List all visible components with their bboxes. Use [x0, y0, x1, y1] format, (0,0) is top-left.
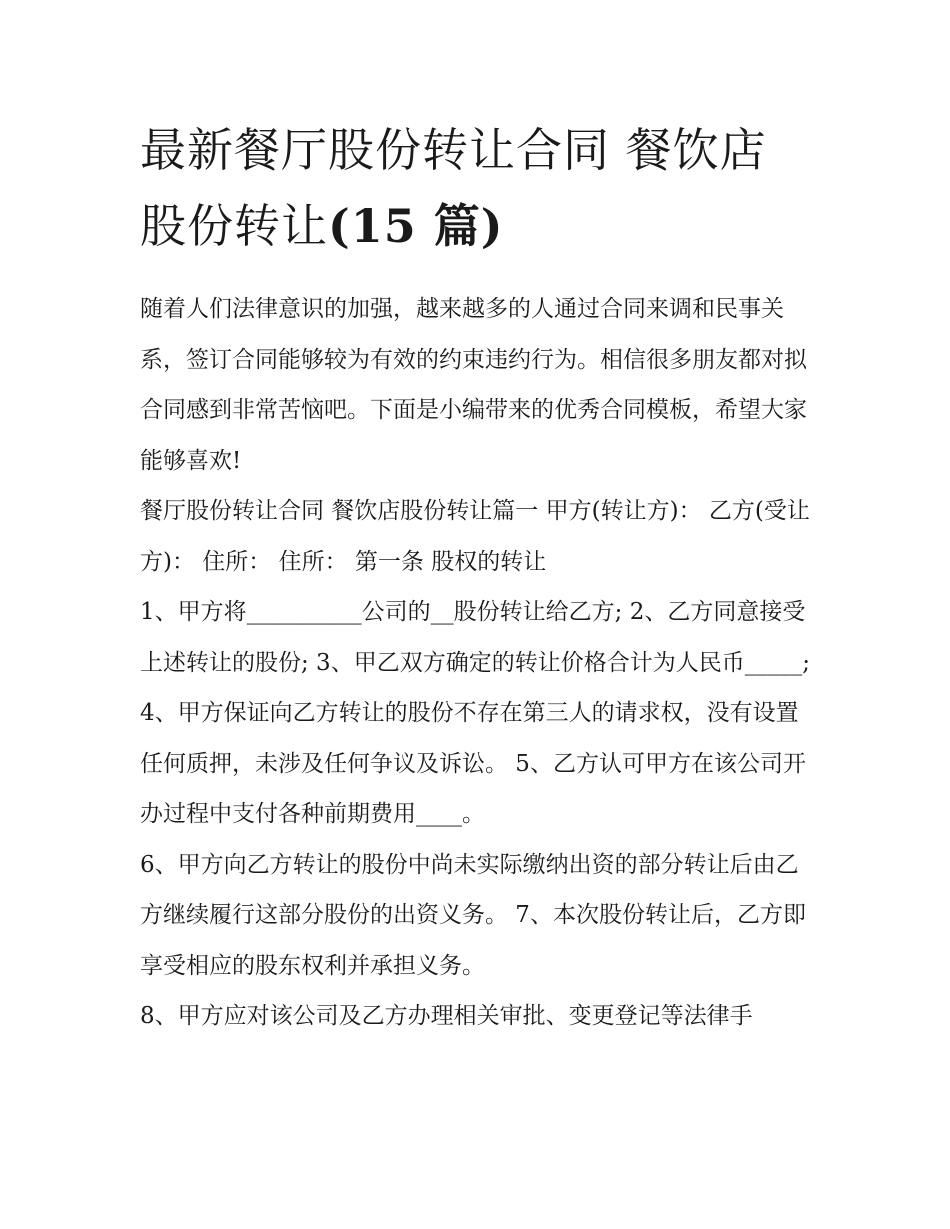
title-line-1: 最新餐厅股份转让合同 餐饮店 — [140, 123, 767, 177]
clause-paragraph-8: 8、甲方应对该公司及乙方办理相关审批、变更登记等法律手 — [140, 1003, 753, 1029]
document-body — [140, 284, 810, 1042]
intro-paragraph: 随着人们法律意识的加强，越来越多的人通过合同来调和民事关系，签订合同能够较为有效的约束违约行为。相信很多朋友都对拟合同感到非常苦恼吧。下面是小编带来的优秀合同模板，希望大家能够喜欢! — [140, 296, 807, 474]
title-line-2-count: (15 篇) — [328, 199, 504, 253]
clause-paragraph-6-7: 6、甲方向乙方转让的股份中尚未实际缴纳出资的部分转让后由乙方继续履行这部分股份的出资义务。 7、本次股份转让后，乙方即享受相应的股东权利并承担义务。 — [140, 851, 806, 979]
clause-paragraph-4-5: 4、甲方保证向乙方转让的股份不存在第三人的请求权，没有设置任何质押，未涉及任何争议及诉讼。 5、乙方认可甲方在该公司开办过程中支付各种前期费用____。 — [140, 700, 806, 827]
clause-paragraph-1-3: 1、甲方将__________公司的__股份转让给乙方; 2、乙方同意接受上述转让的股份; 3、甲乙双方确定的转让价格合计为人民币_____; — [140, 599, 810, 676]
title-line-2-prefix: 股份转让 — [140, 199, 328, 253]
document-title — [140, 112, 810, 264]
contract-header-paragraph: 餐厅股份转让合同 餐饮店股份转让篇一 甲方(转让方)： 乙方(受让方)： 住所： 住所： 第一条 股权的转让 — [140, 498, 810, 575]
